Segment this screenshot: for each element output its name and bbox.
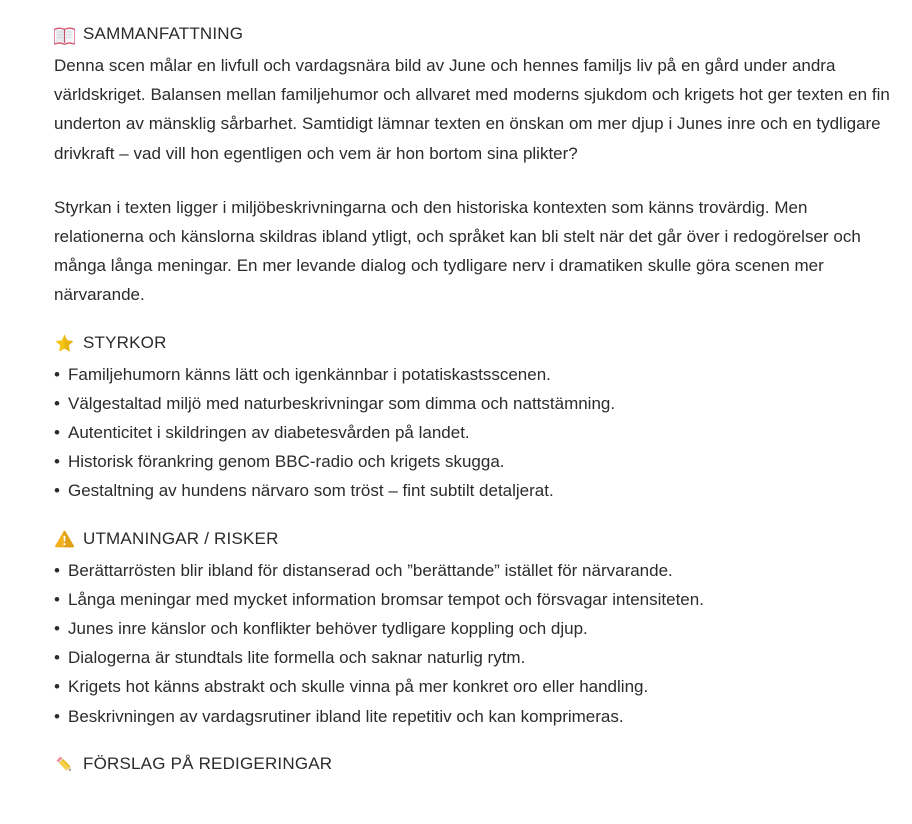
section-heading-challenges <box>54 526 906 552</box>
list-item-text: Historisk förankring genom BBC-radio och krigets skugga. <box>68 452 505 472</box>
pencil-icon <box>54 754 75 775</box>
strengths-list <box>54 360 906 506</box>
list-item-text: Berättarrösten blir ibland för distanserad och ”berättande” istället för närvarande. <box>68 560 673 580</box>
list-item-text: Familjehumorn känns lätt och igenkännbar i potatiskastsscenen. <box>68 364 551 384</box>
list-item <box>54 389 906 418</box>
list-item-text: Dialogerna är stundtals lite formella och saknar naturlig rytm. <box>68 648 526 668</box>
paragraph-spacer <box>54 168 906 193</box>
section-title-edits: FÖRSLAG PÅ REDIGERINGAR <box>83 753 333 773</box>
list-item-text: Långa meningar med mycket information bromsar tempot och försvagar intensiteten. <box>68 589 704 609</box>
summary-paragraph-2: Styrkan i texten ligger i miljöbeskrivningarna och den historiska kontexten som känns trovärdig. Men relationerna och känslorna skildras ibland ytligt, och språket kan bli stelt när det går över i redogörelser och många långa meningar. En mer levande dialog och tydligare nerv i dramatiken skulle göra scenen mer närvarande. <box>54 197 861 305</box>
warning-triangle-icon <box>54 529 75 550</box>
section-title-summary: SAMMANFATTNING <box>83 24 244 43</box>
section-title-challenges: UTMANINGAR / RISKER <box>83 528 279 548</box>
summary-paragraph-1: Denna scen målar en livfull och vardagsnära bild av June och hennes familjs liv på en gård under andra världskriget. Balansen mellan familjehumor och allvaret med moderns sjukdom och krigets hot ger texten en fin underton av mänsklig sårbarhet. Samtidigt lämnar texten en önskan om mer djup i Junes inre och en tydligare drivkraft – vad vill hon egentligen och vem är hon bortom sina plikter? <box>54 56 890 163</box>
list-item <box>54 702 906 731</box>
section-heading-edits <box>54 751 906 777</box>
list-item <box>54 672 906 701</box>
list-item <box>54 476 906 505</box>
section-heading-summary <box>54 21 906 47</box>
section-title-strengths: STYRKOR <box>83 332 167 352</box>
list-item-text: Krigets hot känns abstrakt och skulle vinna på mer konkret oro eller handling. <box>68 677 649 697</box>
list-item <box>54 614 906 643</box>
list-item <box>54 360 906 389</box>
challenges-list <box>54 556 906 731</box>
list-item <box>54 418 906 447</box>
list-item-text: Junes inre känslor och konflikter behöver tydligare koppling och djup. <box>68 619 588 639</box>
list-item-text: Autenticitet i skildringen av diabetesvården på landet. <box>68 423 470 443</box>
list-item-text: Välgestaltad miljö med naturbeskrivningar som dimma och nattstämning. <box>68 393 616 413</box>
list-item <box>54 585 906 614</box>
list-item <box>54 556 906 585</box>
list-item-text: Gestaltning av hundens närvaro som tröst – fint subtilt detaljerat. <box>68 481 554 501</box>
star-icon <box>54 333 75 354</box>
open-book-icon <box>54 25 75 46</box>
section-spacer <box>54 731 906 751</box>
section-spacer <box>54 310 906 330</box>
response-content <box>54 21 906 781</box>
list-item-text: Beskrivningen av vardagsrutiner ibland lite repetitiv och kan komprimeras. <box>68 706 624 726</box>
list-item <box>54 643 906 672</box>
section-spacer <box>54 506 906 526</box>
section-heading-strengths <box>54 330 906 356</box>
list-item <box>54 447 906 476</box>
